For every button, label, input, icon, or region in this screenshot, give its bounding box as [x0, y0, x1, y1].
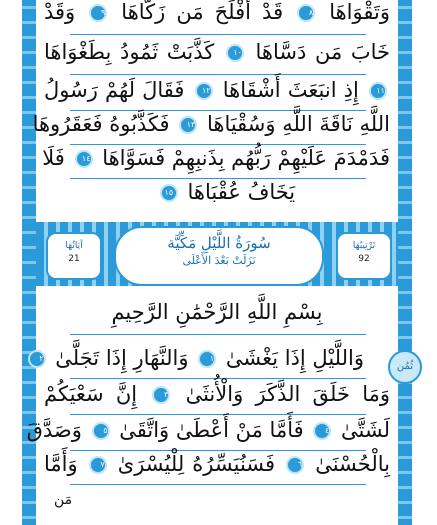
- line-rule: [70, 34, 366, 35]
- ayah-end-marker: ١٤: [75, 150, 93, 168]
- verse-text: وَالنَّهَارِ إِذَا تَجَلَّىٰ: [55, 346, 189, 370]
- page-catchword: مَن: [54, 492, 73, 508]
- ayah-end-marker: ٢: [28, 350, 46, 368]
- surah-revelation-note: نَزَلَتْ بَعْدَ الأَعْلَى: [182, 254, 256, 267]
- line-rule: [70, 178, 366, 179]
- verse-text: اللَّهِ نَاقَةَ اللَّهِ وَسُقْيَاهَا: [206, 112, 390, 136]
- ayah-end-marker: ٤: [313, 422, 331, 440]
- ayah-end-marker: ١٠: [226, 44, 244, 62]
- surah-order-number: 92: [358, 254, 370, 264]
- verse-line-5: [44, 146, 390, 170]
- verse-text: إِنَّ سَعْيَكُمْ: [44, 382, 138, 406]
- verse-line-9: [26, 418, 390, 442]
- verse-text: كَذَّبَتْ ثَمُودُ بِطَغْوَاهَا: [44, 40, 215, 64]
- ayah-end-marker: ٦: [286, 456, 304, 474]
- line-rule: [70, 74, 366, 75]
- ayah-end-marker: ٣: [152, 386, 170, 404]
- ayah-count-box: [46, 232, 102, 280]
- ayah-end-marker: ٧: [89, 456, 107, 474]
- verse-text: لَشَتَّىٰ: [341, 418, 390, 442]
- ayah-end-marker: ٩: [89, 4, 107, 22]
- hizb-quarter-badge: ثُمُن: [388, 350, 422, 384]
- verse-text: قَدْ أَفْلَحَ مَن زَكَّاهَا: [121, 0, 284, 24]
- line-rule: [70, 110, 366, 111]
- ayah-end-marker: ١: [198, 350, 216, 368]
- surah-title-cartouche: [114, 226, 324, 286]
- ayah-end-marker: ١٢: [195, 82, 213, 100]
- verse-line-1: [44, 0, 390, 24]
- verse-text: وَمَا خَلَقَ الذَّكَرَ وَالْأُنثَىٰ: [185, 382, 390, 406]
- right-ornamental-border: [398, 0, 412, 525]
- verse-text: فَسَنُيَسِّرُهُ لِلْيُسْرَىٰ: [117, 452, 276, 476]
- verse-text: فَكَذَّبُوهُ فَعَقَرُوهَا: [32, 112, 170, 136]
- mushaf-page: [26, 0, 398, 525]
- verse-text: فَقَالَ لَهُمْ رَسُولُ: [44, 78, 185, 102]
- verse-text: خَابَ مَن دَسَّاهَا: [255, 40, 390, 64]
- ayah-count-number: 21: [68, 254, 80, 264]
- ayah-end-marker: ١١: [369, 82, 387, 100]
- surah-order-label: تَرْتِيبُهَا: [352, 241, 376, 251]
- surah-order-box: [336, 232, 392, 280]
- verse-text: يَخَافُ عُقْبَاهَا: [187, 180, 296, 204]
- surah-title: سُورَةُ اللَّيْلِ مَكِّيَّة: [167, 234, 271, 252]
- verse-text: وَأَمَّا: [44, 452, 78, 476]
- verse-text: وَتَقْوَاهَا: [329, 0, 390, 24]
- verse-line-10: [44, 452, 390, 476]
- verse-line-7: [39, 346, 364, 370]
- verse-text: فَدَمْدَمَ عَلَيْهِمْ رَبُّهُم بِذَنبِهِمْ فَسَوَّاهَا: [102, 146, 390, 170]
- verse-text: فَأَمَّا مَنْ أَعْطَىٰ وَاتَّقَىٰ: [119, 418, 304, 442]
- verse-line-3: [44, 78, 390, 102]
- line-rule: [70, 334, 366, 335]
- line-rule: [70, 450, 366, 451]
- ayah-count-label: آيَاتُهَا: [65, 241, 83, 251]
- verse-text: وَصَدَّقَ: [26, 418, 82, 442]
- verse-text: وَاللَّيْلِ إِذَا يَغْشَىٰ: [225, 346, 364, 370]
- verse-text: فَلَا: [42, 146, 65, 170]
- verse-line-8: [44, 382, 390, 406]
- ayah-end-marker: ١٣: [179, 116, 197, 134]
- line-rule: [70, 378, 366, 379]
- ayah-end-marker: ٨: [297, 4, 315, 22]
- verse-line-2: [44, 40, 390, 64]
- verse-line-6: [156, 180, 296, 204]
- line-rule: [70, 414, 366, 415]
- line-rule: [70, 144, 366, 145]
- verse-text: بِالْحُسْنَىٰ: [315, 452, 390, 476]
- verse-line-4: [32, 112, 390, 136]
- ayah-end-marker: ١٥: [160, 184, 178, 202]
- verse-text: إِذِ انبَعَثَ أَشْقَاهَا: [222, 78, 359, 102]
- ayah-end-marker: ٥: [92, 422, 110, 440]
- verse-text: وَقَدْ: [44, 0, 76, 24]
- left-ornamental-border: [22, 0, 36, 525]
- line-rule: [70, 484, 366, 485]
- basmala: بِسْمِ اللَّهِ الرَّحْمَٰنِ الرَّحِيمِ: [111, 300, 323, 324]
